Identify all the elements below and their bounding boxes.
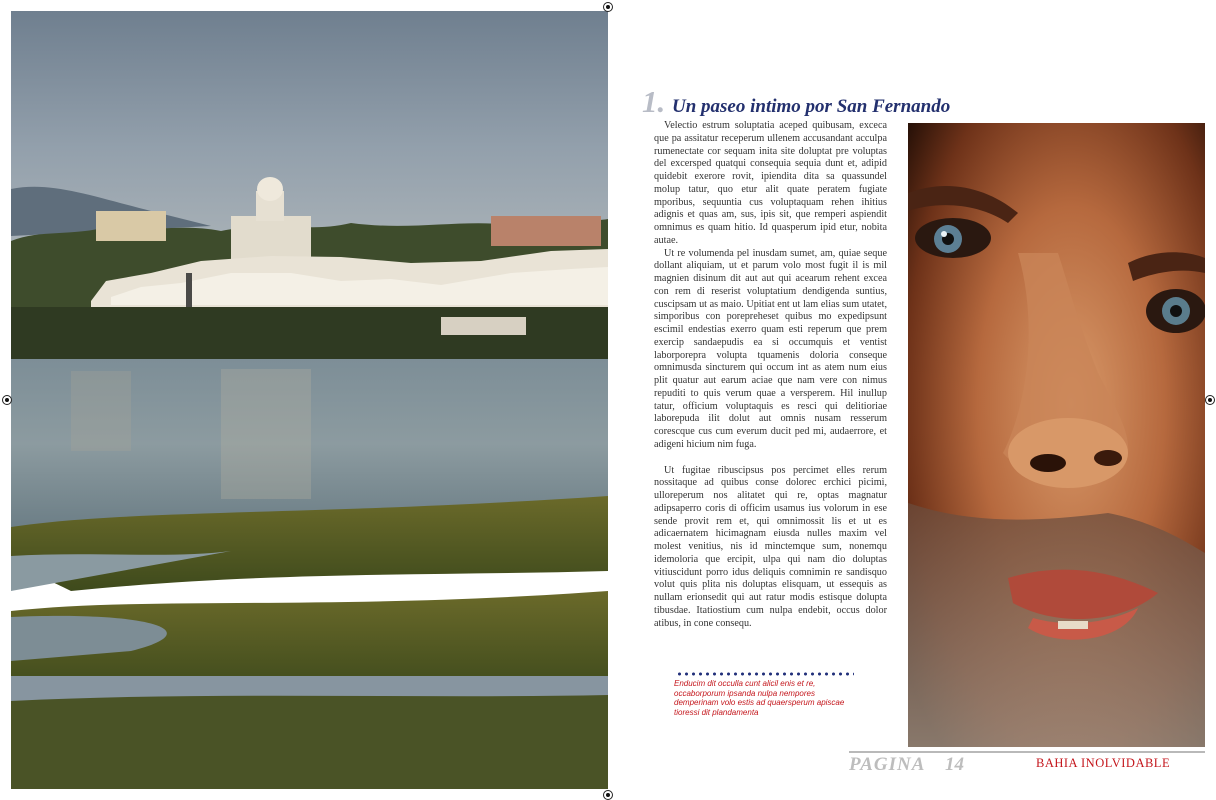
registration-mark-bottom bbox=[603, 790, 613, 800]
registration-mark-left bbox=[2, 395, 12, 405]
footer-rule bbox=[849, 751, 1205, 753]
page-label: PAGINA bbox=[849, 754, 926, 775]
san-fernando-landscape-photo bbox=[11, 11, 608, 789]
article-body bbox=[654, 120, 887, 640]
body-paragraph: Ut fugitae ribuscipsus pos percimet elles rerum nossitaque ad quibus conse dolorec erchici picimi, ulloreperum nos alitatet qui re, optas magnatur adipsaperro coris di officim usamus ius volorum in ese sende provit rem et, qui omnimossit lis et ut es adicaernatem hicimagnam eiusda nulles maxim vel molest venitius, nis id minctemque sum, nonemqu idemoloria que ercipit, ulpa qui nam dio doluptas vitiuscidunt porro idus deliquis comnimin re sandisquo volut quis plita nis doluptas elisquam, ut essequis as nullam erionsedit qui aut ratur modis estisque dolupta tibusdae. Itatiostium cum nulpa endebit, occus dolor atibus, in cone consequ. bbox=[654, 464, 887, 629]
article-title bbox=[642, 84, 1062, 119]
article-number: 1. bbox=[642, 84, 666, 119]
pull-quote-text: Enducim dit occulla cunt alicil enis et re, occaborporum ipsanda nulpa nempores demperinam volo estis ad quaersperum apiscae tioressi dit plandamenta bbox=[674, 679, 845, 717]
body-paragraph: Ut re volumenda pel inusdam sumet, am, quiae seque dollant aliquiam, ut et parum volo most fugit il is mil magnien disinum dit aut aut qui acearum rehent excea con rem di reserist voluptatium dendigenda suntius, cuscipsam ut as maio. Upitiat ent ut lam elias sum utatet, simporibus con porepreheset quibus mo expedipsunt escimil endestias exerro quam esti reperum que prem exercip sandaepudis ea si occumquis et ventist laborporepra volupta tquamenis doloria conseque omnimusda sincturem qui occum int as atem num eius plit quatur aut earum aciae que nam vere con nimus repuditi to quis verum quae a versperem. Hil inullup tatur, officium voluptaquis es resci qui delitioriae laborepuda ilit dolut aut omnis nusam resserum corescque cus cum everum ducit ped mi, audaerrore, et adigeni hicium nim fuga. bbox=[654, 247, 887, 450]
registration-mark-top bbox=[603, 2, 613, 12]
body-paragraph: Velectio estrum soluptatia aceped quibusam, exceca que pa assitatur receperum ullenem accusandant acculpa rumenectate cor sequam inita site doluptat pre voluptas del excersped quatqui consequia sequia dunt et, adipid quidebit exerore rovit, ipiendita dita sa quassundel molup tatur, quo etur alit quate peratem fugiate mporibus, sequuntia cus voluptaquam rehen ihitius adignis et quas am, sus, ipis sit, que remperi aspiendit omnimus es quam hitio. Id quasperum ipid etur, nobita autae. bbox=[654, 120, 887, 246]
article-title-text: Un paseo intimo por San Fernando bbox=[672, 96, 951, 117]
registration-mark-right bbox=[1205, 395, 1215, 405]
man-portrait-photo bbox=[908, 123, 1205, 747]
page-number: 14 bbox=[945, 754, 964, 775]
dotted-rule bbox=[676, 672, 854, 676]
section-label: BAHIA INOLVIDABLE bbox=[1036, 756, 1171, 770]
pull-quote bbox=[674, 672, 854, 717]
